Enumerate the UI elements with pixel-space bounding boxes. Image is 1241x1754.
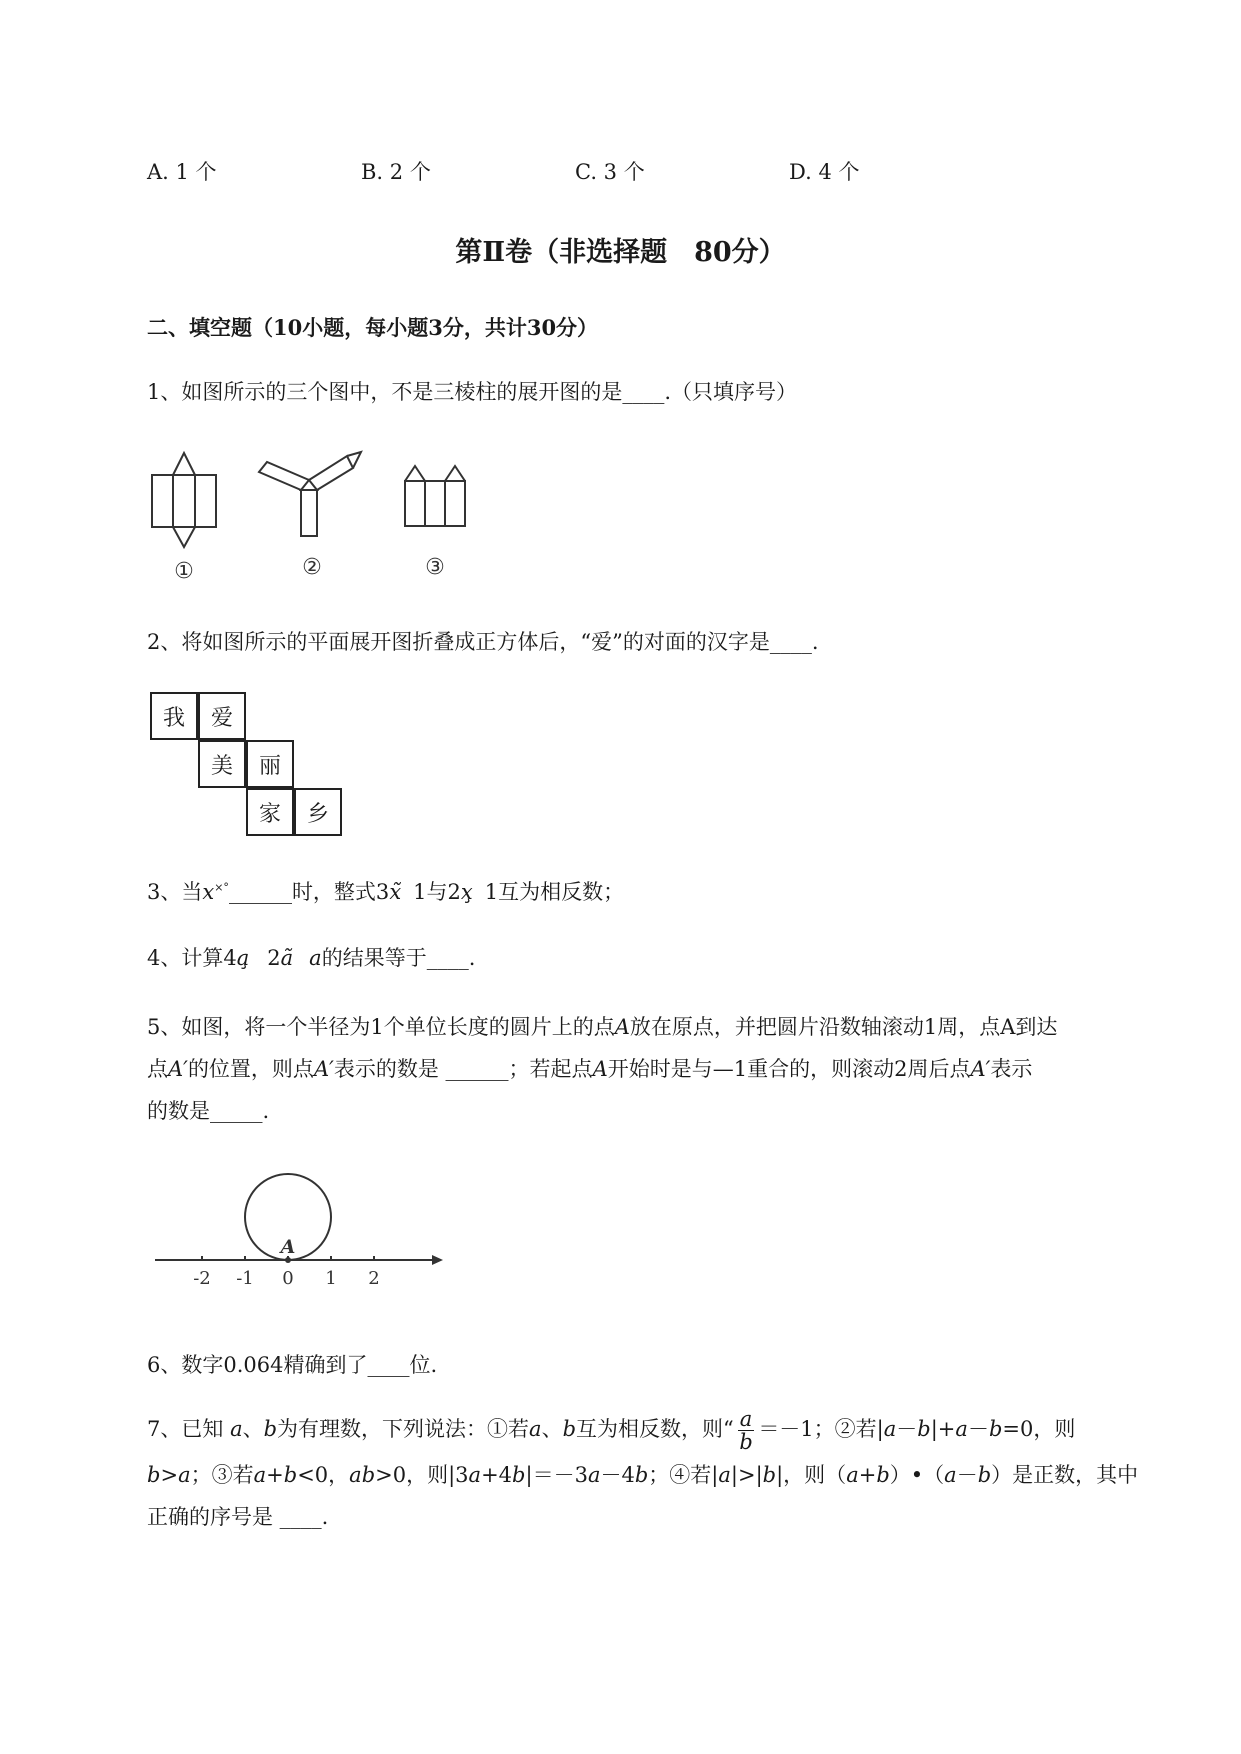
cube-cell-jia: 家 (246, 788, 294, 836)
q7-var-a: a (230, 1417, 243, 1441)
q7-var-a: a (529, 1417, 542, 1441)
q7-text: ；④若| (648, 1463, 719, 1487)
q7-var-a: a (846, 1463, 859, 1487)
q5-line2b: 的位置，则点 (187, 1057, 314, 1081)
q7-text: |>| (730, 1463, 763, 1487)
tick-label-2: 2 (368, 1268, 380, 1289)
prism-nets-figure (147, 448, 477, 583)
q7-var-b: b (361, 1463, 376, 1487)
q5-line2d: 开始时是与—1重合的，则滚动2周后点 (607, 1057, 971, 1081)
tick-label-minus-1: -1 (236, 1268, 254, 1289)
q7-var-a: a (955, 1417, 968, 1441)
choice-d: D. 4 个 (789, 160, 860, 184)
q5-line2c: 表示的数是 ______；若起点 (333, 1057, 593, 1081)
q5-point-a: A (614, 1015, 630, 1039)
q5-line3: 的数是_____. (147, 1099, 270, 1123)
q7-text: +4 (481, 1463, 513, 1487)
q7-var-b: b (762, 1463, 777, 1487)
q7-text: + (858, 1463, 877, 1487)
q7-text: 互为相反数，则“ (576, 1417, 734, 1441)
q7-var-a: a (883, 1417, 897, 1441)
q7-text: 为有理数，下列说法：①若 (277, 1417, 530, 1441)
cube-cell-xiang: 乡 (294, 788, 342, 836)
q3-mid: 时，整式3 (291, 880, 390, 904)
q4-var: a̧ (236, 946, 250, 970)
q7-var-b: b (283, 1463, 298, 1487)
q3-var: x (202, 880, 215, 904)
cube-cell-mei: 美 (198, 740, 246, 788)
q5-line2a: 点 (147, 1057, 168, 1081)
q7-text: － (896, 1417, 918, 1441)
q7-text: <0， (297, 1463, 350, 1487)
q7-var-b: b (917, 1417, 931, 1441)
tick-label-minus-2: -2 (193, 1268, 211, 1289)
q7-text: =0，则 (1002, 1417, 1076, 1441)
q3-var3: x̧ (460, 880, 473, 904)
cube-cell-li: 丽 (246, 740, 294, 788)
q4-var2: ã (280, 946, 294, 970)
q7-text: > (160, 1463, 179, 1487)
q7-var-b: b (977, 1463, 992, 1487)
question-3 (147, 866, 624, 914)
q7-text: － (967, 1417, 989, 1441)
question-5 (147, 1006, 1057, 1132)
figure-label-3: ③ (425, 555, 445, 580)
tick-label-0: 0 (282, 1268, 294, 1289)
q3-prefix: 3、当 (147, 880, 203, 904)
q5-point-a-2: A (592, 1057, 608, 1081)
question-7 (147, 1404, 1138, 1542)
q7-var-a: a (349, 1463, 362, 1487)
q7-text: 7、已知 (147, 1417, 224, 1441)
q7-frac-denominator: b (739, 1430, 753, 1454)
q5-line2e: 表示 (990, 1057, 1033, 1081)
q7-text: 正确的序号是 ____. (147, 1505, 329, 1529)
q4-prefix: 4、计算4 (147, 946, 237, 970)
question-1: 1、如图所示的三个图中，不是三棱柱的展开图的是____.（只填序号） (147, 380, 798, 404)
q5-point-a-prime-3: A′ (970, 1057, 991, 1081)
q3-suffix: 1互为相反数； (484, 880, 625, 904)
circle-point-label: A (280, 1236, 296, 1258)
question-6: 6、数字0.064精确到了____位. (147, 1353, 438, 1377)
figure-label-1: ① (174, 559, 194, 584)
cube-cell-ai: 爱 (198, 692, 246, 740)
q4-suffix: 的结果等于____. (321, 946, 476, 970)
q3-var2: x̃ (389, 880, 402, 904)
q7-var-a: a (587, 1463, 601, 1487)
question-4 (147, 936, 475, 980)
q4-var3: a (309, 946, 322, 970)
choice-a: A. 1 个 (147, 160, 217, 184)
q7-sep: 、 (242, 1417, 264, 1441)
figure-label-2: ② (302, 555, 322, 580)
q7-text: + (266, 1463, 284, 1487)
q7-var-b: b (634, 1463, 649, 1487)
tick-label-1: 1 (325, 1268, 337, 1289)
choice-b: B. 2 个 (361, 160, 431, 184)
q7-var-a: a (468, 1463, 482, 1487)
q5-line1b: 放在原点，并把圆片沿数轴滚动1周，点A到达 (629, 1015, 1058, 1039)
section-title: 第Ⅱ卷（非选择题 80分） (455, 237, 786, 268)
q7-sep: 、 (541, 1417, 563, 1441)
q4-mid: 2 (267, 946, 281, 970)
q3-sup: ×° (214, 881, 229, 894)
q7-frac-numerator: a (739, 1407, 753, 1431)
q3-blank: ______ (228, 880, 292, 904)
q7-var-a: a (718, 1463, 731, 1487)
q7-text: － (956, 1463, 978, 1487)
q7-var-b: b (512, 1463, 526, 1487)
q7-var-b: b (147, 1463, 161, 1487)
q7-text: |＝－3 (525, 1463, 588, 1487)
q7-text: ＝－1；②若| (758, 1417, 884, 1441)
q7-var-b: b (876, 1463, 890, 1487)
q7-text: >0，则|3 (375, 1463, 469, 1487)
q7-var-a: a (253, 1463, 267, 1487)
q3-mid2: 1与2 (413, 880, 461, 904)
q7-text: ）•（ (889, 1463, 945, 1487)
choice-c: C. 3 个 (575, 160, 645, 184)
q7-var-b: b (988, 1417, 1003, 1441)
q7-text: |，则（ (776, 1463, 847, 1487)
q7-fraction (738, 1408, 755, 1453)
question-2: 2、将如图所示的平面展开图折叠成正方体后，“爱”的对面的汉字是____. (147, 630, 819, 654)
q7-text: ；③若 (190, 1463, 254, 1487)
section-subtitle: 二、填空题（10小题，每小题3分，共计30分） (147, 315, 599, 340)
q7-text: |+ (930, 1417, 956, 1441)
q7-var-a: a (178, 1463, 191, 1487)
q7-var-b: b (562, 1417, 577, 1441)
q7-var-b: b (263, 1417, 278, 1441)
q5-point-a-prime: A′ (168, 1057, 188, 1081)
q7-text: －4 (600, 1463, 635, 1487)
q7-text: ）是正数，其中 (991, 1463, 1139, 1487)
q5-point-a-prime-2: A′ (313, 1057, 334, 1081)
q5-line1: 5、如图，将一个半径为1个单位长度的圆片上的点 (147, 1015, 615, 1039)
q7-var-a: a (944, 1463, 957, 1487)
cube-cell-wo: 我 (150, 692, 198, 740)
number-line-figure (150, 1168, 450, 1293)
